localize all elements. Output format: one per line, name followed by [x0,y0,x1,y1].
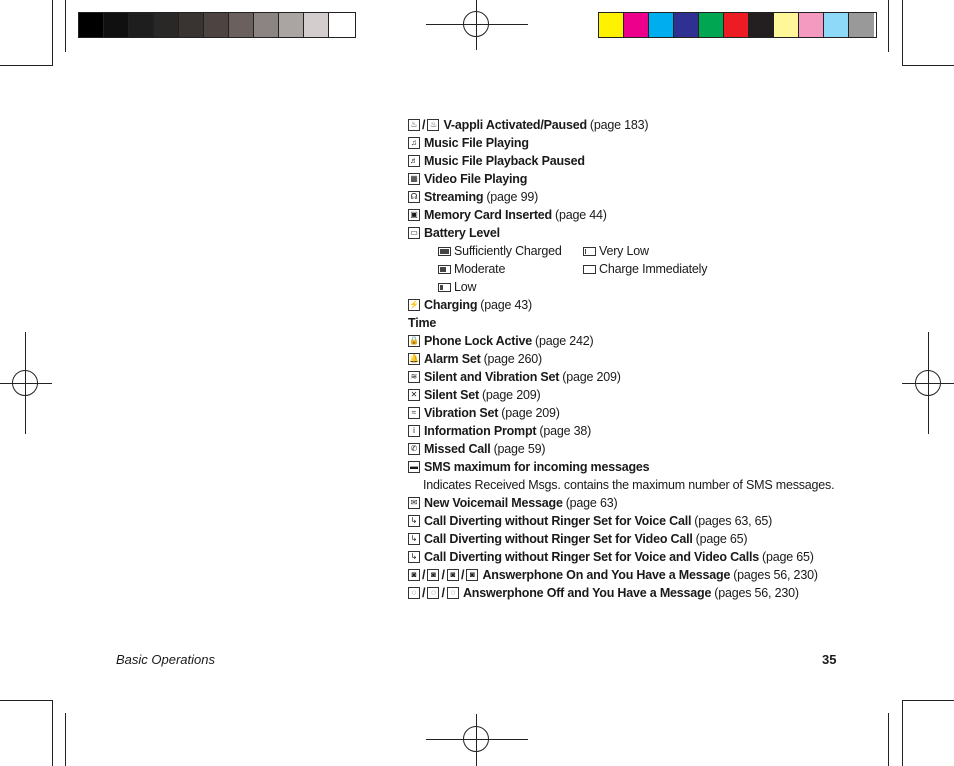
gray-swatch [279,13,304,37]
divert-voice-icon: ↳ [408,515,420,527]
page-reference: (page 38) [539,424,592,438]
item-label: Music File Playing [424,136,529,150]
list-item [408,350,878,368]
battery-level-label: Charge Immediately [599,262,708,276]
list-item [408,458,878,476]
item-label: Call Diverting without Ringer Set for Voice and Video Calls [424,550,760,564]
silent-icon: ✕ [408,389,420,401]
page-reference: (page 209) [562,370,621,384]
item-label: New Voicemail Message [424,496,563,510]
answerphone-on-icon: ◙ [408,569,420,581]
list-item [408,224,878,242]
list-item [408,494,878,512]
answerphone-on-icon: ◙ [427,569,439,581]
page-reference: (page 183) [589,118,649,132]
item-label: Phone Lock Active [424,334,532,348]
item-label: Silent Set [424,388,479,402]
page-reference: (page 59) [493,442,546,456]
information-icon: i [408,425,420,437]
page-reference: (page 260) [483,352,543,366]
item-label: Alarm Set [424,352,481,366]
page-reference: (page 65) [762,550,814,564]
answerphone-off-icon: ◌ [408,587,420,599]
color-swatch [749,13,774,37]
battery-level-label: Moderate [454,262,506,276]
list-item [408,152,878,170]
answerphone-on-icons [408,568,482,582]
color-swatch [774,13,799,37]
list-item [408,512,878,530]
list-item [408,170,878,188]
list-item [408,368,878,386]
answerphone-on-icon: ◙ [466,569,478,581]
music-note-icon: ♫ [408,137,420,149]
list-item [408,296,878,314]
music-paused-icon: ♬ [410,156,418,165]
gray-swatch [104,13,129,37]
color-swatch [724,13,749,37]
color-swatch [674,13,699,37]
item-label: Call Diverting without Ringer Set for Video Call [424,532,693,546]
item-label: Call Diverting without Ringer Set for Voice Call [424,514,692,528]
item-label: Memory Card Inserted [424,208,552,222]
gray-swatch [304,13,329,37]
page-reference: (page 209) [501,406,560,420]
answerphone-off-icon: ◌ [427,587,439,599]
list-item [408,134,878,152]
answerphone-off-item: ◌ / ◌ / ◌ Answerphone Off and You Have a Message (pages 56, 230) [408,584,878,602]
list-item [408,116,878,134]
color-swatch [624,13,649,37]
memory-card-icon: ▣ [408,209,420,221]
color-swatch [599,13,624,37]
battery-level-item [438,278,583,296]
page-reference: (page 43) [480,298,532,312]
battery-level-item [583,242,733,260]
charging-icon: ⚡ [409,300,419,309]
separator-slash: / [422,568,426,582]
color-calibration-strip [598,12,877,38]
divert-voice-video-icon: ↳ [408,551,420,563]
section-name: Basic Operations [116,652,215,667]
battery-level-label: Sufficiently Charged [454,244,562,258]
battery-level-item [438,242,583,260]
separator-slash: / [441,586,445,600]
separator-slash: / [460,568,465,582]
battery-icon [583,247,596,256]
answerphone-off-icon: ◌ [447,587,459,599]
item-label: V-appli Activated/Paused [443,118,587,132]
battery-level-item [438,260,583,278]
voicemail-icon: ✉ [408,497,420,509]
item-label: Vibration Set [424,406,499,420]
list-item [408,422,878,440]
battery-icon [438,247,451,256]
item-label: SMS maximum for incoming messages [424,460,650,474]
battery-level-label: Very Low [599,244,649,258]
gray-swatch [229,13,254,37]
list-item [408,314,878,332]
list-item [408,404,878,422]
gray-swatch [79,13,104,37]
item-label: Music File Playback Paused [424,154,585,168]
v-appli-icon: ♨ [427,119,439,131]
battery-level-item [583,260,733,278]
page-reference: (page 65) [695,532,748,546]
color-swatch [799,13,824,37]
list-item [408,188,878,206]
video-icon: ▦ [408,173,420,185]
gray-swatch [179,13,204,37]
alarm-bell-icon: 🔔 [409,354,419,363]
page-reference: (pages 63, 65) [694,514,773,528]
page-reference: (page 44) [554,208,607,222]
item-label: Video File Playing [424,172,528,186]
gray-calibration-strip [78,12,356,38]
missed-call-icon: ✆ [408,443,420,455]
page-reference: (page 242) [534,334,594,348]
gray-swatch [129,13,154,37]
answerphone-on-item: ◙ / ◙ / ◙ / ◙ Answerphone On and You Have a Message (pages 56, 230) [408,566,878,584]
gray-swatch [254,13,279,37]
indicator-list [408,116,878,602]
page-reference: (page 209) [481,388,541,402]
list-item [408,206,878,224]
vibration-icon: ≈ [408,407,420,419]
list-item [408,386,878,404]
silent-vibration-icon: ≋ [408,371,420,383]
page-reference: (page 99) [486,190,539,204]
answerphone-off-icons [408,586,463,600]
battery-icon [438,283,451,292]
item-label: Silent and Vibration Set [424,370,560,384]
item-label: Streaming [424,190,484,204]
color-swatch [849,13,874,37]
battery-icon [438,265,451,274]
list-item [408,440,878,458]
color-swatch [649,13,674,37]
battery-level-grid [438,242,878,296]
streaming-icon: ☊ [408,191,420,203]
separator-slash: / [422,118,426,132]
color-swatch [824,13,849,37]
gray-swatch [204,13,229,37]
page-number: 35 [822,652,837,667]
list-item [408,548,878,566]
list-item [408,530,878,548]
v-appli-icon: ♨ [408,119,420,131]
separator-slash: / [422,586,426,600]
answerphone-on-icon: ◙ [447,569,459,581]
battery-icon: ▭ [408,227,420,239]
page-reference: (page 63) [565,496,618,510]
separator-slash: / [441,568,445,582]
item-label: Missed Call [424,442,491,456]
battery-icon [583,265,596,274]
battery-level-label: Low [454,280,477,294]
item-label: Charging [424,298,478,312]
list-item [408,332,878,350]
item-label: Battery Level [424,226,500,240]
item-label: Information Prompt [424,424,537,438]
gray-swatch [154,13,179,37]
color-swatch [699,13,724,37]
item-label: Time [408,316,437,330]
divert-video-icon: ↳ [408,533,420,545]
sms-full-icon: ▬ [410,462,418,471]
gray-swatch [329,13,354,37]
sms-description: Indicates Received Msgs. contains the maximum number of SMS messages. [423,478,835,492]
phone-lock-icon: 🔒 [409,336,419,345]
